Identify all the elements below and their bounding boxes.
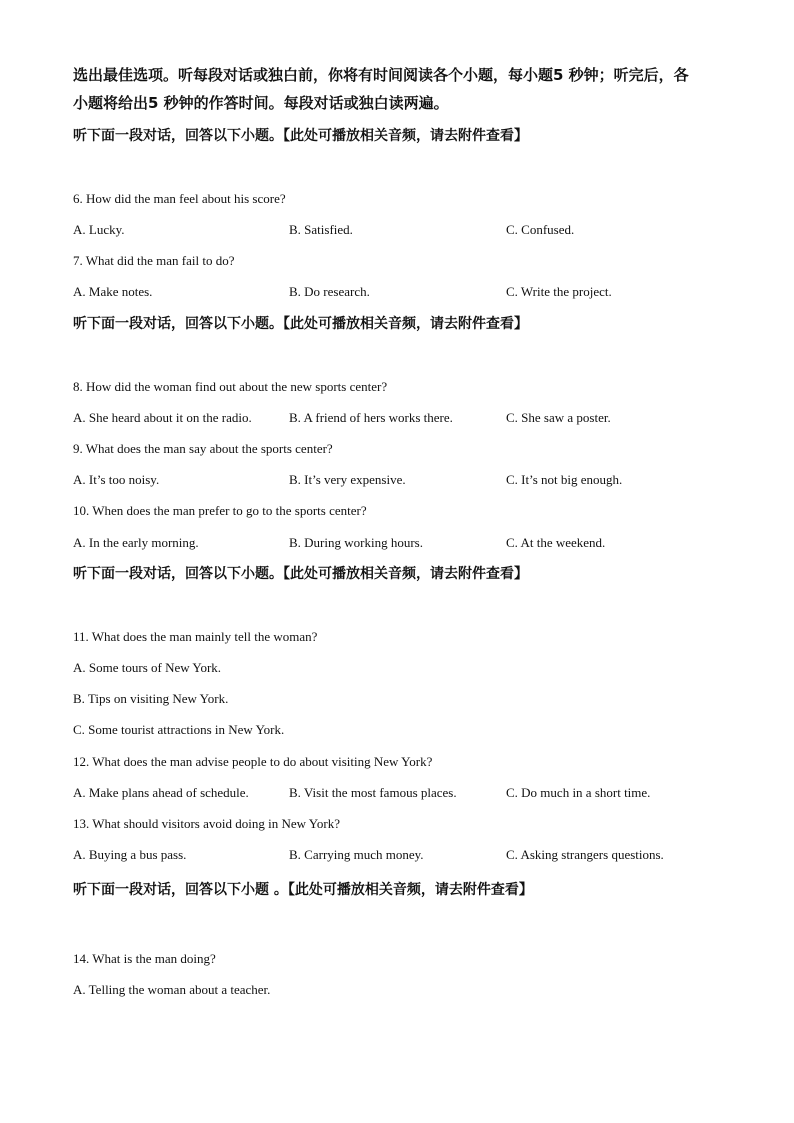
question-6-stem: 6. How did the man feel about his score? bbox=[73, 191, 286, 206]
question-12-stem: 12. What does the man advise people to do about visiting New York? bbox=[73, 754, 433, 769]
question-10-stem: 10. When does the man prefer to go to the sports center? bbox=[73, 503, 367, 518]
question-13-stem: 13. What should visitors avoid doing in New York? bbox=[73, 816, 340, 831]
question-8-stem: 8. How did the woman find out about the new sports center? bbox=[73, 379, 388, 394]
question-10-option-b: B. During working hours. bbox=[289, 535, 423, 550]
question-7-option-c: C. Write the project. bbox=[506, 284, 612, 299]
question-9-stem: 9. What does the man say about the sports center? bbox=[73, 441, 333, 456]
section-instruction-4: 听下面一段对话，回答以下小题 。【此处可播放相关音频，请去附件查看】 bbox=[73, 882, 533, 898]
question-11-option-a: A. Some tours of New York. bbox=[73, 660, 222, 675]
question-12-option-b: B. Visit the most famous places. bbox=[289, 785, 457, 800]
section-instruction-3: 听下面一段对话，回答以下小题。【此处可播放相关音频，请去附件查看】 bbox=[73, 566, 528, 582]
question-14-stem: 14. What is the man doing? bbox=[73, 951, 216, 966]
question-13-option-c: C. Asking strangers questions. bbox=[506, 847, 664, 862]
section-instruction-1: 听下面一段对话，回答以下小题。【此处可播放相关音频，请去附件查看】 bbox=[73, 128, 528, 144]
question-6-option-b: B. Satisfied. bbox=[289, 222, 353, 237]
question-12-option-a: A. Make plans ahead of schedule. bbox=[73, 785, 249, 800]
question-7-stem: 7. What did the man fail to do? bbox=[73, 253, 235, 268]
question-13-option-b: B. Carrying much money. bbox=[289, 847, 424, 862]
question-14-option-a: A. Telling the woman about a teacher. bbox=[73, 982, 271, 997]
question-13-option-a: A. Buying a bus pass. bbox=[73, 847, 187, 862]
question-9-option-b: B. It’s very expensive. bbox=[289, 472, 406, 487]
question-11-option-c: C. Some tourist attractions in New York. bbox=[73, 722, 285, 737]
question-12-option-c: C. Do much in a short time. bbox=[506, 785, 651, 800]
question-9-option-c: C. It’s not big enough. bbox=[506, 472, 623, 487]
question-6-option-a: A. Lucky. bbox=[73, 222, 125, 237]
question-7-option-b: B. Do research. bbox=[289, 284, 370, 299]
question-7-option-a: A. Make notes. bbox=[73, 284, 153, 299]
intro-line-1: 选出最佳选项。听每段对话或独白前，你将有时间阅读各个小题，每小题5 秒钟；听完后，各 bbox=[73, 66, 689, 84]
question-10-option-a: A. In the early morning. bbox=[73, 535, 199, 550]
question-8-option-a: A. She heard about it on the radio. bbox=[73, 410, 252, 425]
question-11-stem: 11. What does the man mainly tell the woman? bbox=[73, 629, 318, 644]
question-8-option-c: C. She saw a poster. bbox=[506, 410, 611, 425]
section-instruction-2: 听下面一段对话，回答以下小题。【此处可播放相关音频，请去附件查看】 bbox=[73, 316, 528, 332]
question-10-option-c: C. At the weekend. bbox=[506, 535, 606, 550]
question-8-option-b: B. A friend of hers works there. bbox=[289, 410, 453, 425]
intro-line-2: 小题将给出5 秒钟的作答时间。每段对话或独白读两遍。 bbox=[73, 94, 449, 112]
question-11-option-b: B. Tips on visiting New York. bbox=[73, 691, 229, 706]
question-6-option-c: C. Confused. bbox=[506, 222, 575, 237]
question-9-option-a: A. It’s too noisy. bbox=[73, 472, 160, 487]
